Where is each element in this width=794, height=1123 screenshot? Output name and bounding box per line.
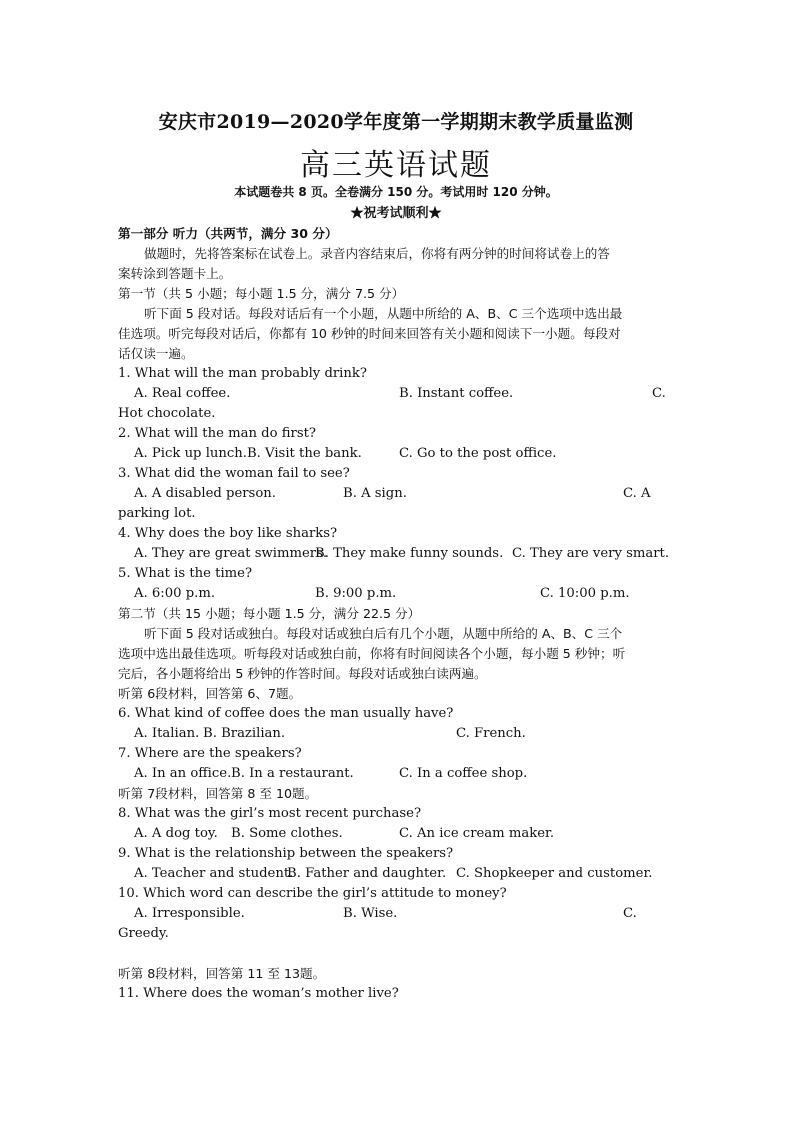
question-stem: 2. What will the man do first? — [118, 426, 316, 441]
option-b: B. Wise. — [343, 906, 398, 921]
option-c: C. In a coffee shop. — [399, 766, 528, 781]
section1-intro-line: 佳选项。听完每段对话后，你都有 10 秒钟的时间来回答有关小题和阅读下一小题。每段对 — [118, 326, 621, 341]
option-c: C. — [652, 386, 666, 401]
option-c: C. Go to the post office. — [399, 446, 557, 461]
option-c-continued: parking lot. — [118, 506, 196, 521]
option-c-continued: Greedy. — [118, 926, 169, 941]
section1-intro-line: 话仅读一遍。 — [118, 346, 194, 361]
question-stem: 10. Which word can describe the girl’s attitude to money? — [118, 886, 507, 901]
exam-meta: 本试题卷共 8 页。全卷满分 150 分。考试用时 120 分钟。 — [234, 185, 558, 199]
option-a: A. Irresponsible. — [134, 906, 245, 921]
question-stem: 11. Where does the woman’s mother live? — [118, 986, 399, 1001]
option-a-b: A. Pick up lunch.B. Visit the bank. — [134, 446, 362, 461]
section2-intro-line: 听下面 5 段对话或独白。每段对话或独白后有几个小题，从题中所给的 A、B、C 三个 — [144, 626, 623, 641]
option-b: B. Father and daughter. — [287, 866, 447, 881]
part1-intro-line: 做题时，先将答案标在试卷上。录音内容结束后，你将有两分钟的时间将试卷上的答 — [144, 246, 610, 261]
question-stem: 5. What is the time? — [118, 566, 253, 581]
option-c: C. — [623, 906, 637, 921]
question-options — [118, 864, 674, 884]
question-options — [118, 584, 674, 604]
question-options — [118, 904, 674, 924]
option-c: C. A — [623, 486, 651, 501]
section1-intro-line: 听下面 5 段对话。每段对话后有一个小题，从题中所给的 A、B、C 三个选项中选出最 — [144, 306, 623, 321]
option-b: B. 9:00 p.m. — [315, 586, 397, 601]
blank-line — [118, 944, 674, 964]
option-b: B. Some clothes. — [231, 826, 343, 841]
question-options — [118, 484, 674, 504]
option-b: B. In a restaurant. — [231, 766, 354, 781]
material-heading: 听第 8段材料，回答第 11 至 13题。 — [118, 966, 326, 981]
option-a: A. 6:00 p.m. — [134, 586, 216, 601]
option-c: C. An ice cream maker. — [399, 826, 555, 841]
option-a: A. A disabled person. — [134, 486, 276, 501]
question-stem: 1. What will the man probably drink? — [118, 366, 367, 381]
option-b: B. A sign. — [343, 486, 407, 501]
option-b: B. Instant coffee. — [399, 386, 514, 401]
option-c: C. 10:00 p.m. — [540, 586, 630, 601]
section2-intro-line: 完后，各小题将给出 5 秒钟的作答时间。每段对话或独白读两遍。 — [118, 666, 487, 681]
exam-title: 安庆市2019—2020学年度第一学期期末教学质量监测 — [158, 111, 634, 133]
exam-wish: ★祝考试顺利★ — [350, 206, 442, 221]
option-a: A. A dog toy. — [134, 826, 218, 841]
option-a: A. In an office. — [134, 766, 232, 781]
question-stem: 7. Where are the speakers? — [118, 746, 302, 761]
question-options — [118, 544, 674, 564]
material-heading: 听第 6段材料，回答第 6、7题。 — [118, 686, 302, 701]
section1-heading: 第一节（共 5 小题；每小题 1.5 分，满分 7.5 分） — [118, 286, 405, 301]
exam-subtitle: 高三英语试题 — [300, 148, 492, 183]
question-stem: 3. What did the woman fail to see? — [118, 466, 350, 481]
option-c-continued: Hot chocolate. — [118, 406, 216, 421]
question-stem: 6. What kind of coffee does the man usually have? — [118, 706, 454, 721]
option-a: A. Teacher and student. — [134, 866, 294, 881]
option-c: C. They are very smart. — [512, 546, 670, 561]
question-stem: 4. Why does the boy like sharks? — [118, 526, 338, 541]
option-a: A. Italian. — [134, 726, 200, 741]
question-stem: 9. What is the relationship between the speakers? — [118, 846, 454, 861]
option-c: C. French. — [456, 726, 526, 741]
section2-heading: 第二节（共 15 小题；每小题 1.5 分，满分 22.5 分） — [118, 606, 421, 621]
question-options — [118, 764, 674, 784]
question-options — [118, 724, 674, 744]
option-c: C. Shopkeeper and customer. — [456, 866, 653, 881]
option-a: A. They are great swimmers. — [134, 546, 328, 561]
question-stem: 8. What was the girl’s most recent purchase? — [118, 806, 422, 821]
question-options — [118, 444, 674, 464]
exam-body — [118, 224, 674, 1004]
question-options — [118, 384, 674, 404]
option-b: B. They make funny sounds. — [315, 546, 504, 561]
option-b: B. Brazilian. — [203, 726, 286, 741]
option-a: A. Real coffee. — [134, 386, 231, 401]
material-heading: 听第 7段材料，回答第 8 至 10题。 — [118, 786, 318, 801]
section2-intro-line: 选项中选出最佳选项。听每段对话或独白前，你将有时间阅读各个小题，每小题 5 秒钟；听 — [118, 646, 626, 661]
question-options — [118, 824, 674, 844]
part1-intro-line: 案转涂到答题卡上。 — [118, 266, 232, 281]
part1-heading: 第一部分 听力（共两节，满分 30 分） — [118, 226, 338, 241]
